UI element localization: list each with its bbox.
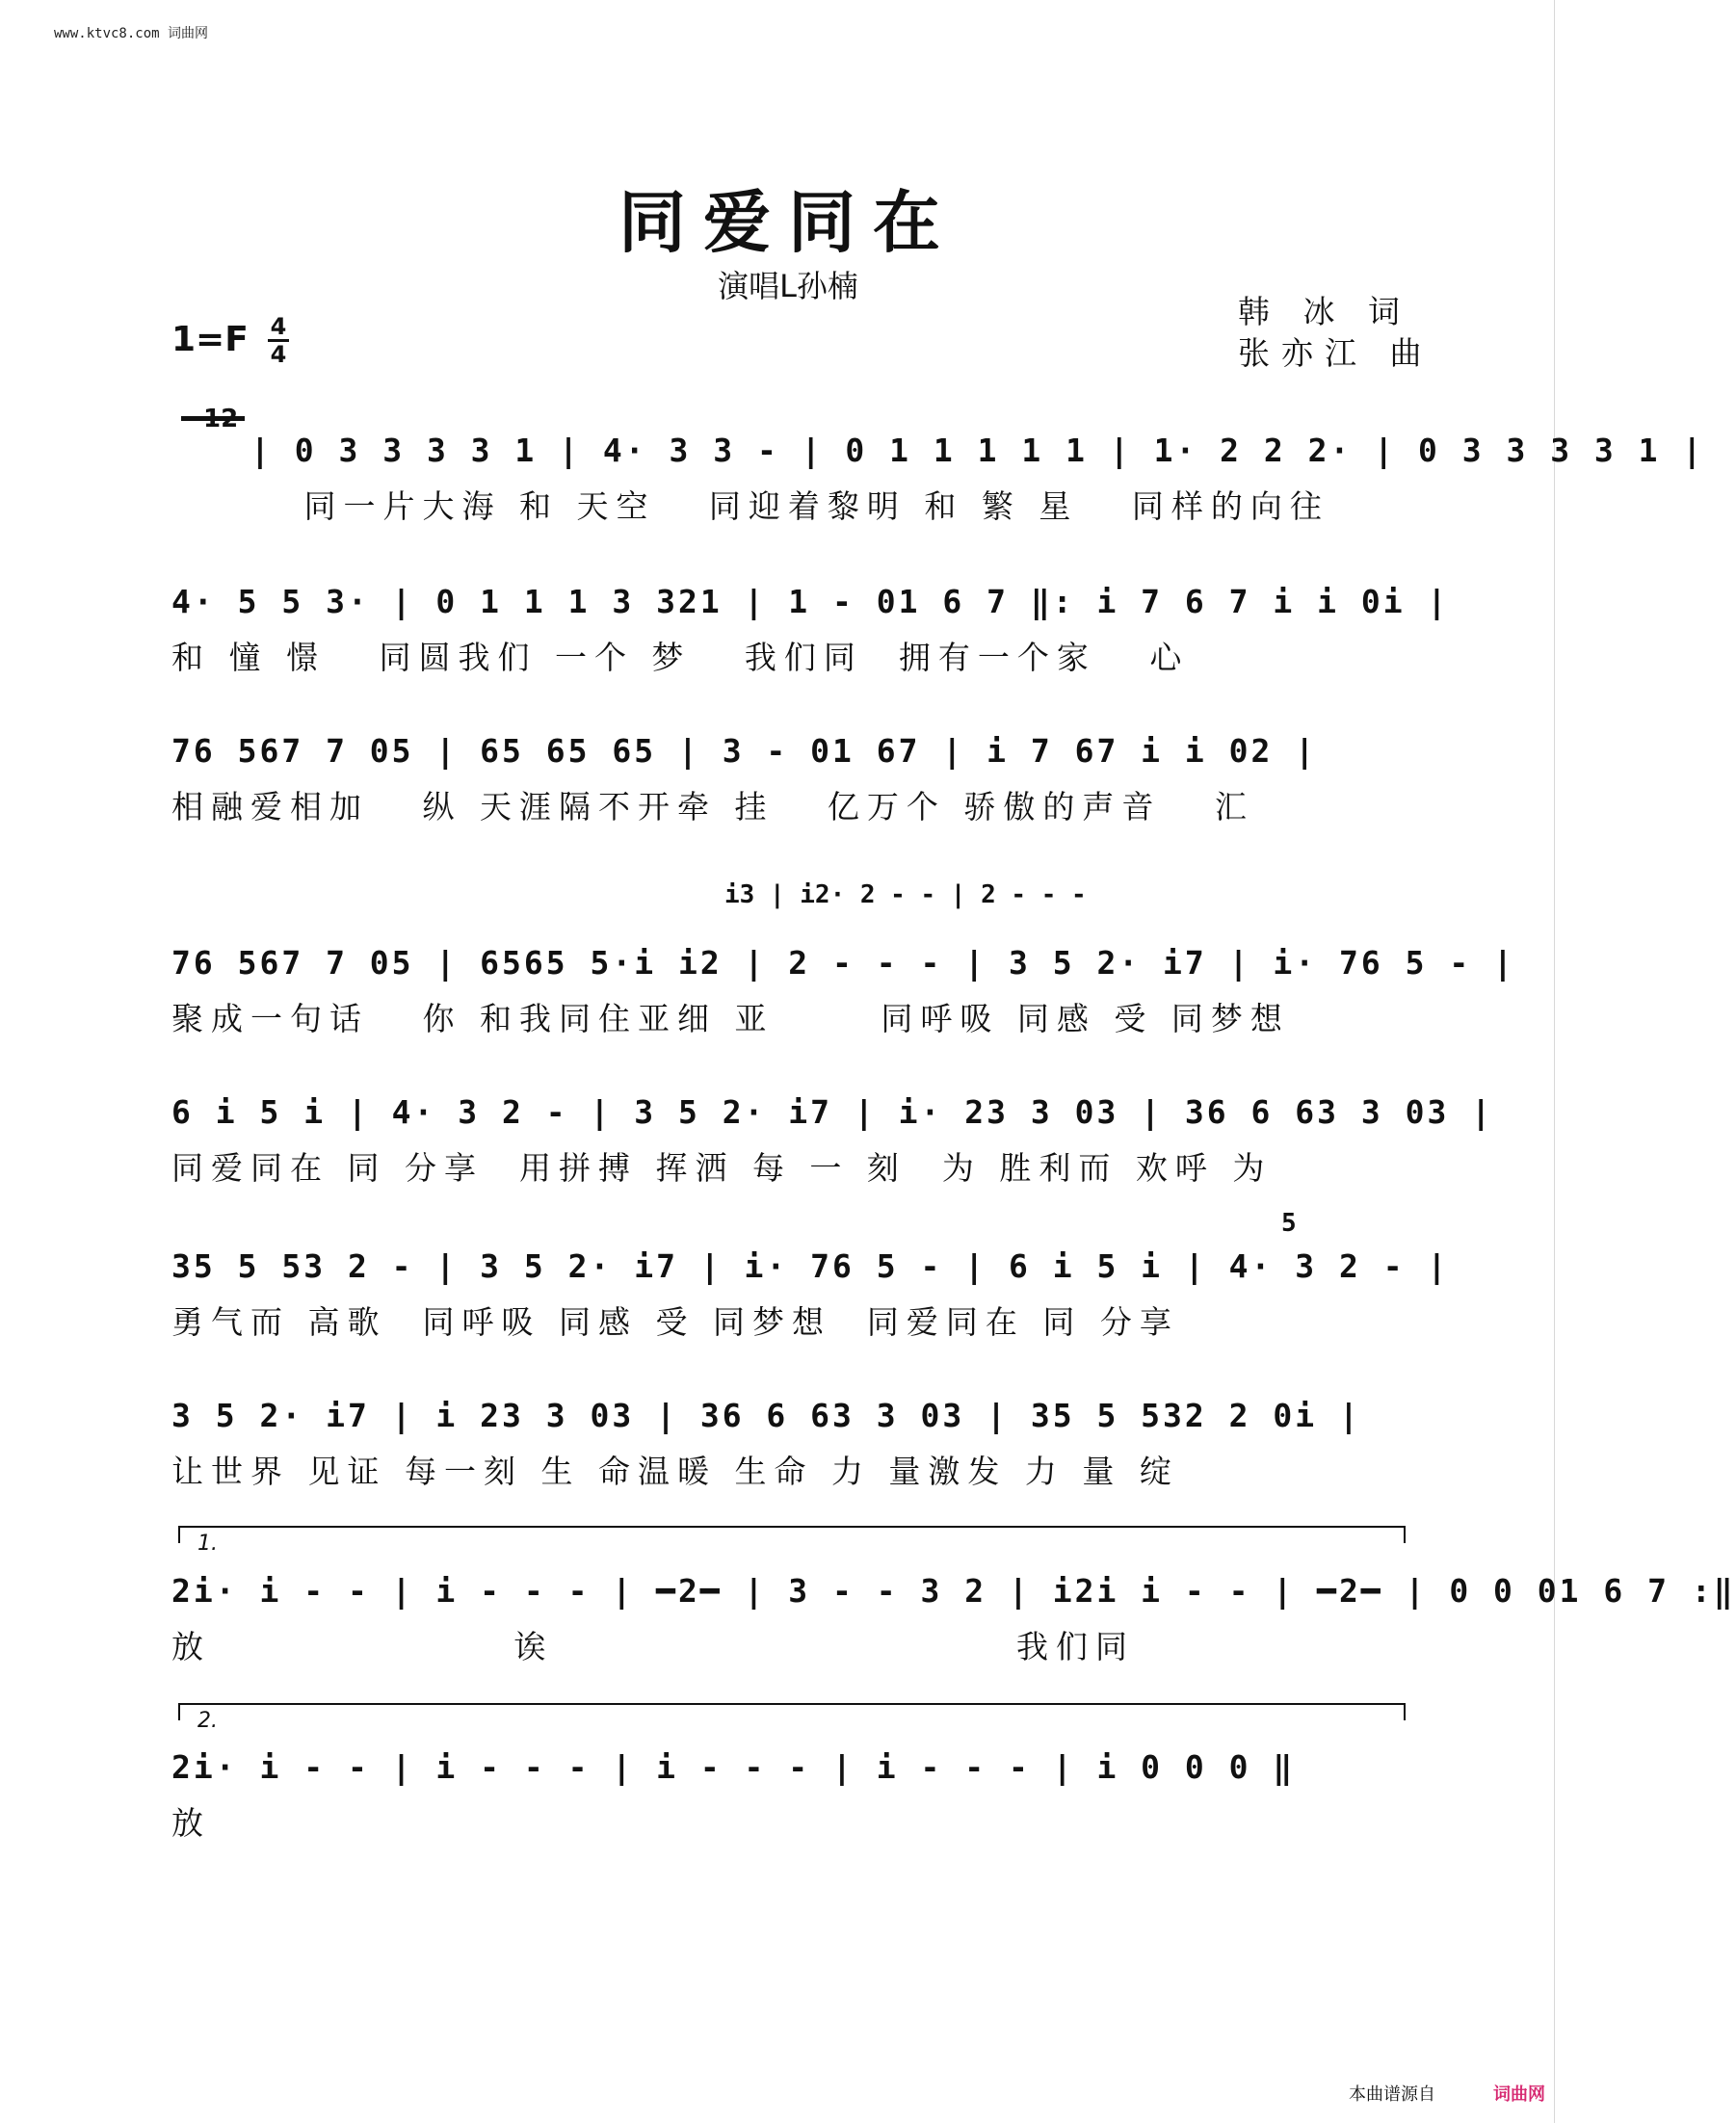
lyric-line: 同一片大海 和 天空 同迎着黎明 和 繁 星 同样的向往	[250, 487, 1329, 525]
lyric-line: 同爱同在 同 分享 用拼搏 挥洒 每 一 刻 为 胜利而 欢呼 为	[171, 1149, 1273, 1187]
footer-source-text: 本曲谱源自	[1349, 2084, 1435, 2105]
right-margin-strip	[1554, 0, 1576, 2123]
lyric-line: 放 诶 我们同	[171, 1628, 1136, 1665]
notation-line: 2i· i - - | i - - - | i - - - | i - - - | i 0 0 0 ‖	[171, 1748, 1296, 1786]
notation-line: 2i· i - - | i - - - | ━2━ | 3 - - 3 2 | i2i i - - | ━2━ | 0 0 01 6 7 :‖	[171, 1572, 1736, 1610]
song-title: 同爱同在	[618, 182, 958, 262]
left-margin-strip	[0, 0, 13, 2123]
time-bottom: 4	[270, 341, 287, 368]
lyric-line: 相融爱相加 纵 天涯隔不开牵 挂 亿万个 骄傲的声音 汇	[171, 788, 1254, 826]
singer-line: 演唱L孙楠	[718, 268, 858, 304]
notation-line: 35 5 53 2 - | 3 5 2· i7 | i· 76 5 - | 6 i 5 i | 4· 3 2 - |	[171, 1247, 1450, 1285]
lyric-line: 放	[171, 1804, 211, 1842]
notation-line: 3 5 2· i7 | i 23 3 03 | 36 6 63 3 03 | 35 5 532 2 0i |	[171, 1397, 1361, 1434]
notation-line: | 0 3 3 3 3 1 | 4· 3 3 - | 0 1 1 1 1 1 | 1· 2 2 2· | 0 3 3 3 3 1 |	[250, 432, 1705, 469]
ornament-note: 5	[1281, 1209, 1297, 1238]
composer-credit: 张亦江 曲	[1238, 334, 1434, 372]
alternate-notation: i3 | i2· 2 - - | 2 - - -	[724, 880, 1087, 909]
volta-label: 1.	[197, 1532, 218, 1556]
time-top: 4	[270, 313, 287, 340]
notation-line: 76 567 7 05 | 6565 5·i i2 | 2 - - - | 3 5 2· i7 | i· 76 5 - |	[171, 944, 1515, 982]
volta-bracket-2	[178, 1703, 1406, 1733]
volta-bracket-1	[178, 1526, 1406, 1556]
lyric-line: 和 憧 憬 同圆我们 一个 梦 我们同 拥有一个家 心	[171, 639, 1190, 676]
notation-line: 6 i 5 i | 4· 3 2 - | 3 5 2· i7 | i· 23 3 03 | 36 6 63 3 03 |	[171, 1093, 1494, 1131]
lyric-line: 勇气而 高歌 同呼吸 同感 受 同梦想 同爱同在 同 分享	[171, 1303, 1179, 1341]
multi-rest-count: 12	[203, 405, 239, 433]
credits	[1238, 291, 1434, 374]
site-watermark: www.ktvc8.com 词曲网	[54, 26, 209, 41]
lyric-line: 让世界 见证 每一刻 生 命温暖 生命 力 量激发 力 量 绽	[171, 1453, 1179, 1490]
lyricist-credit: 韩 冰 词	[1238, 293, 1411, 330]
multi-rest-bar	[181, 416, 245, 421]
volta-label: 2.	[197, 1709, 218, 1733]
notation-line: 76 567 7 05 | 65 65 65 | 3 - 01 67 | i 7 67 i i 02 |	[171, 732, 1318, 770]
notation-line: 4· 5 5 3· | 0 1 1 1 3 321 | 1 - 01 6 7 ‖: i 7 6 7 i i 0i |	[171, 583, 1450, 620]
footer-brand-link[interactable]: 词曲网	[1493, 2084, 1545, 2105]
time-signature	[268, 314, 289, 367]
key-signature: 1=F	[171, 320, 249, 359]
lyric-line: 聚成一句话 你 和我同住亚细 亚 同呼吸 同感 受 同梦想	[171, 1000, 1290, 1037]
